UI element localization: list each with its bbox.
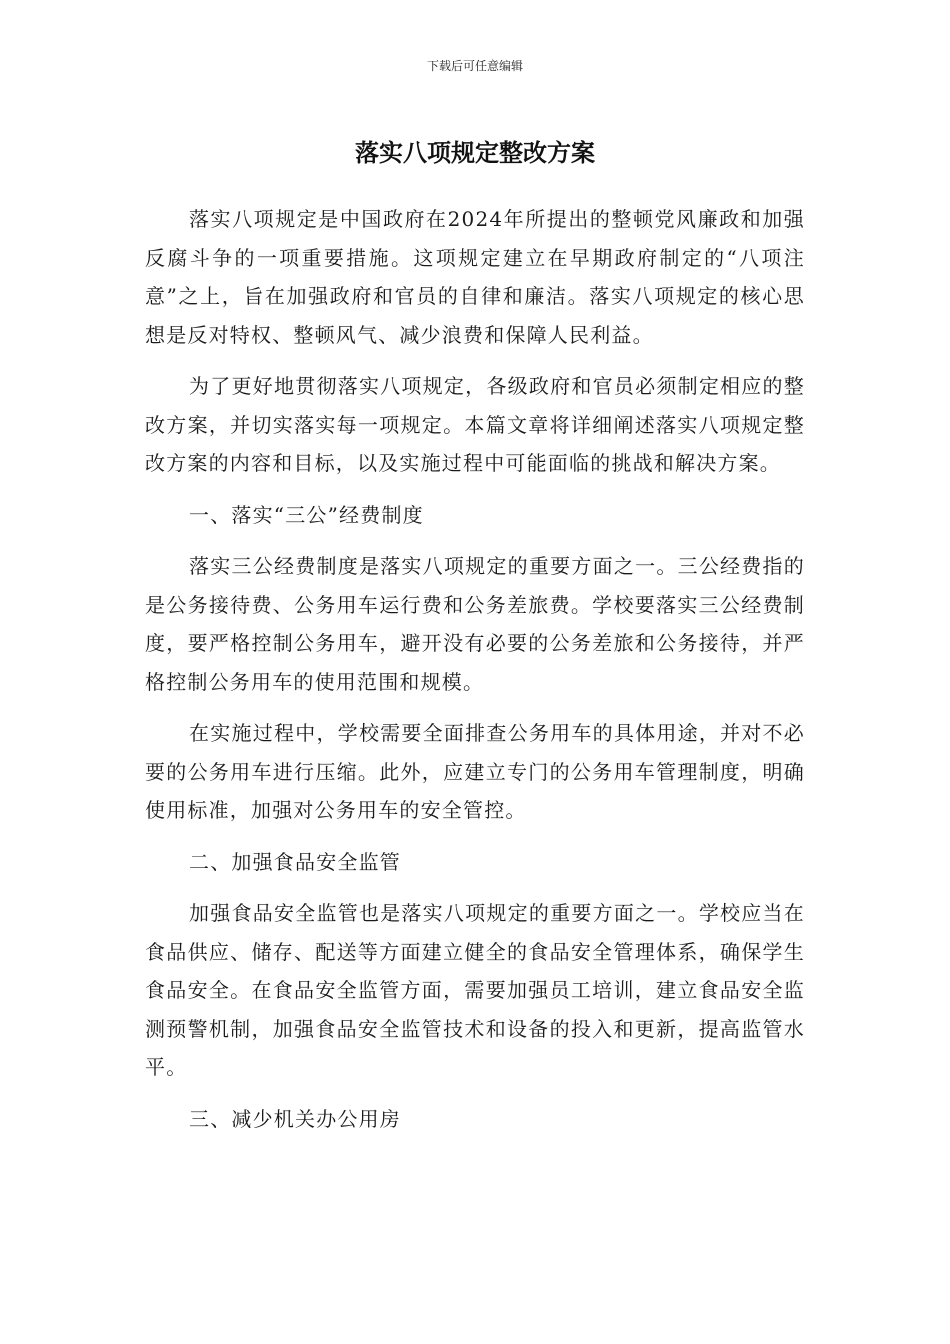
- paragraph-intro: 落实八项规定是中国政府在2024年所提出的整顿党风廉政和加强反腐斗争的一项重要措施。这项规定建立在早期政府制定的“八项注意”之上，旨在加强政府和官员的自律和廉洁。落实八项规定的核心思想是反对特权、整顿风气、减少浪费和保障人民利益。: [145, 207, 805, 347]
- paragraph-section-1b: 在实施过程中，学校需要全面排查公务用车的具体用途，并对不必要的公务用车进行压缩。此外，应建立专门的公务用车管理制度，明确使用标准，加强对公务用车的安全管控。: [145, 721, 805, 822]
- paragraph-section-1a: 落实三公经费制度是落实八项规定的重要方面之一。三公经费指的是公务接待费、公务用车运行费和公务差旅费。学校要落实三公经费制度，要严格控制公务用车，避开没有必要的公务差旅和公务接待，并严格控制公务用车的使用范围和规模。: [145, 554, 805, 694]
- section-heading-2: 二、加强食品安全监管: [189, 849, 401, 874]
- section-heading-1: 一、落实“三公”经费制度: [189, 502, 424, 527]
- section-heading-3: 三、减少机关办公用房: [189, 1106, 401, 1131]
- document-body: [145, 200, 805, 1151]
- document-title: 落实八项规定整改方案: [355, 139, 595, 167]
- paragraph-section-2: 加强食品安全监管也是落实八项规定的重要方面之一。学校应当在食品供应、储存、配送等方面建立健全的食品安全管理体系，确保学生食品安全。在食品安全监管方面，需要加强员工培训，建立食品安全监测预警机制，加强食品安全监管技术和设备的投入和更新，提高监管水平。: [145, 901, 805, 1079]
- paragraph-purpose: 为了更好地贯彻落实八项规定，各级政府和官员必须制定相应的整改方案，并切实落实每一项规定。本篇文章将详细阐述落实八项规定整改方案的内容和目标，以及实施过程中可能面临的挑战和解决方案。: [145, 374, 805, 475]
- header-note: 下载后可任意编辑: [426, 59, 523, 73]
